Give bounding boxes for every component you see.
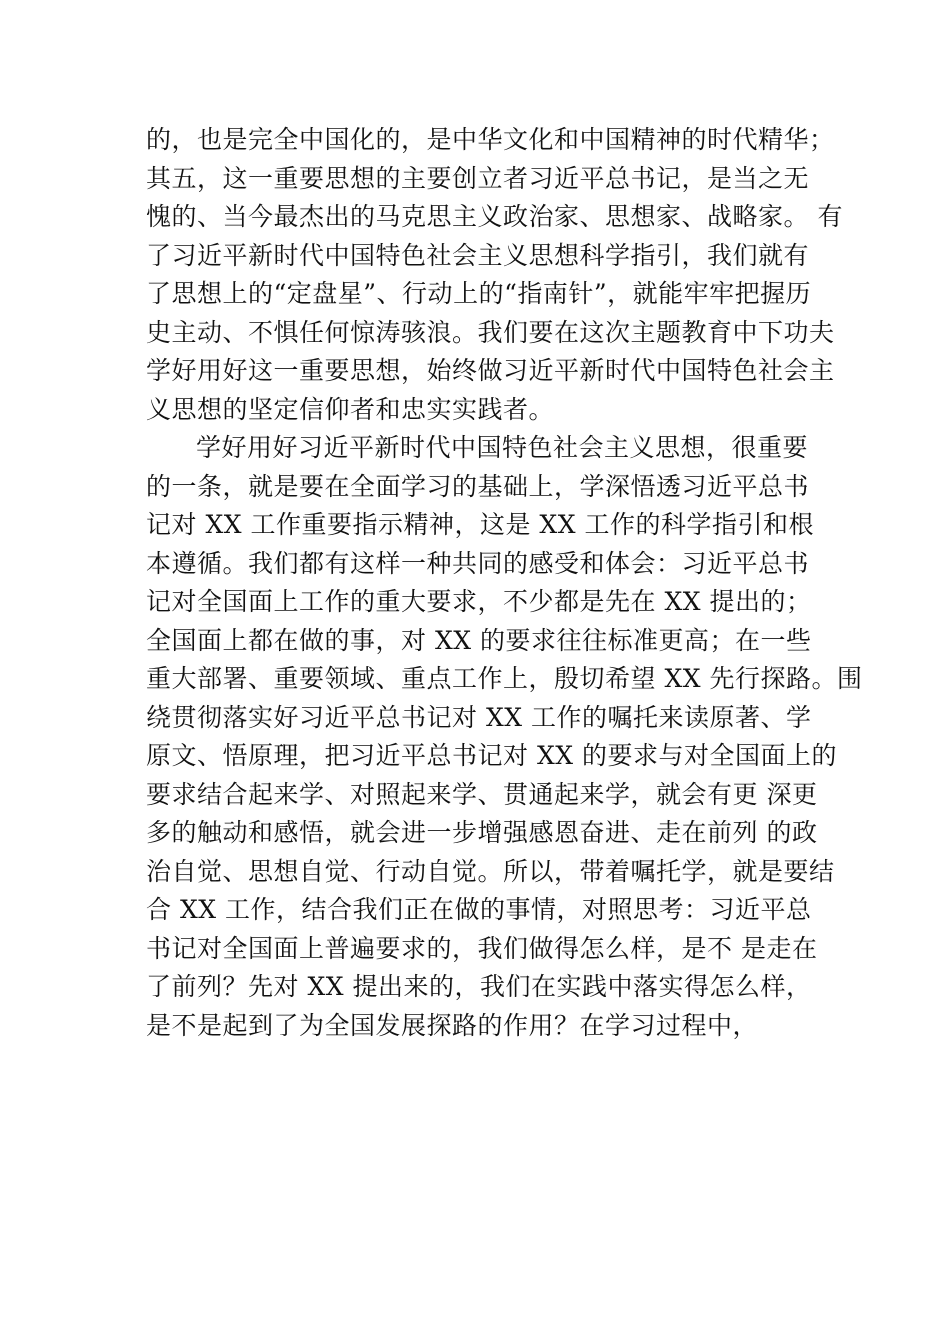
text-line: 的一条，就是要在全面学习的基础上，学深悟透习近平总书 [146,471,810,501]
text-line: 本遵循。我们都有这样一种共同的感受和体会：习近平总书 [146,548,810,578]
text-line: 全国面上都在做的事，对 XX 的要求往往标准更高；在一些 [146,625,812,655]
body-text [146,121,863,1045]
text-line: 多的触动和感悟，就会进一步增强感恩奋进、走在前列 的政 [146,818,818,847]
text-line: 书记对全国面上普遍要求的，我们做得怎么样，是不 是走在 [146,933,818,963]
text-line: 原文、悟原理，把习近平总书记对 XX 的要求与对全国面上的 [146,741,837,770]
text-line: 绕贯彻落实好习近平总书记对 XX 工作的嘱托来读原著、学 [146,702,812,732]
text-line: 的，也是完全中国化的，是中华文化和中国精神的时代精华； [146,125,835,154]
text-line: 学好用好习近平新时代中国特色社会主义思想，很重要 [196,433,809,462]
text-line: 合 XX 工作，结合我们正在做的事情，对照思考：习近平总 [146,895,812,924]
text-line: 重大部署、重要领域、重点工作上，殷切希望 XX 先行探路。围 [146,664,863,693]
text-line: 义思想的坚定信仰者和忠实实践者。 [146,394,555,424]
text-line: 学好用好这一重要思想，始终做习近平新时代中国特色社会主 [146,356,835,385]
text-line: 是不是起到了为全国发展探路的作用？在学习过程中， [146,1010,759,1040]
text-line: 史主动、不惧任何惊涛骇浪。我们要在这次主题教育中下功夫 [146,317,835,347]
text-line: 了习近平新时代中国特色社会主义思想科学指引，我们就有 [146,240,810,270]
text-line: 了前列？先对 XX 提出来的，我们在实践中落实得怎么样， [146,972,812,1001]
paragraph-1 [146,121,846,429]
text-line: 治自觉、思想自觉、行动自觉。所以，带着嘱托学，就是要结 [146,856,835,886]
text-line: 记对全国面上工作的重大要求，不少都是先在 XX 提出的； [146,587,812,616]
text-line: 愧的、当今最杰出的马克思主义政治家、思想家、战略家。 有 [146,202,843,231]
text-line: 了思想上的“定盘星”、行动上的“指南针”，就能牢牢把握历 [146,279,812,308]
text-line: 记对 XX 工作重要指示精神，这是 XX 工作的科学指引和根 [146,510,814,539]
text-line: 其五，这一重要思想的主要创立者习近平总书记，是当之无 [146,163,810,193]
text-line: 要求结合起来学、对照起来学、贯通起来学，就会有更 深更 [146,779,818,809]
paragraph-2 [146,429,863,1045]
